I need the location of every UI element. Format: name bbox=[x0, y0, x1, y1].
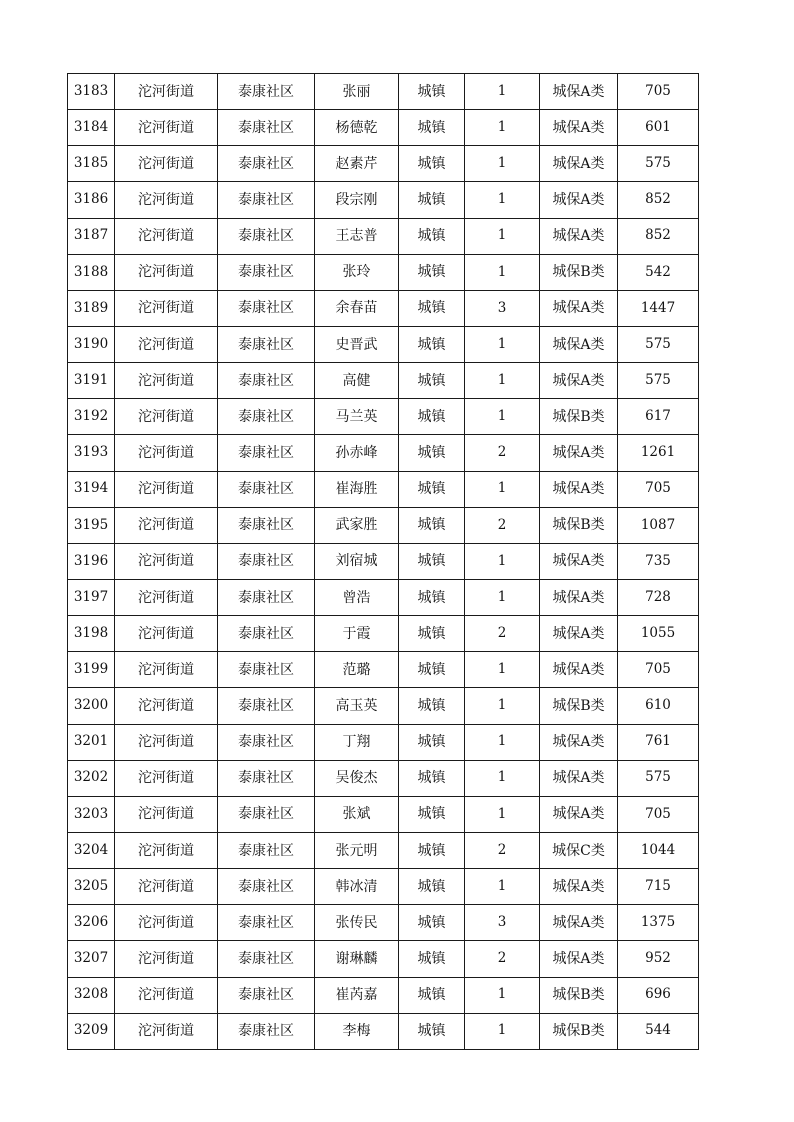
area-type-cell: 城镇 bbox=[399, 579, 465, 615]
amount-cell: 735 bbox=[618, 543, 699, 579]
insurance-category-cell: 城保A类 bbox=[540, 146, 618, 182]
table-row bbox=[68, 1013, 699, 1049]
street-cell: 沱河街道 bbox=[115, 796, 218, 832]
name-cell: 谢琳麟 bbox=[315, 941, 399, 977]
table-row bbox=[68, 218, 699, 254]
amount-cell: 705 bbox=[618, 652, 699, 688]
table-row bbox=[68, 290, 699, 326]
area-type-cell: 城镇 bbox=[399, 977, 465, 1013]
table-row bbox=[68, 941, 699, 977]
area-type-cell: 城镇 bbox=[399, 290, 465, 326]
street-cell: 沱河街道 bbox=[115, 724, 218, 760]
street-cell: 沱河街道 bbox=[115, 435, 218, 471]
insurance-category-cell: 城保A类 bbox=[540, 796, 618, 832]
area-type-cell: 城镇 bbox=[399, 435, 465, 471]
household-count-cell: 1 bbox=[465, 688, 540, 724]
household-count-cell: 1 bbox=[465, 977, 540, 1013]
insurance-category-cell: 城保B类 bbox=[540, 507, 618, 543]
community-cell: 泰康社区 bbox=[218, 760, 315, 796]
table-row bbox=[68, 146, 699, 182]
table-row bbox=[68, 832, 699, 868]
insurance-category-cell: 城保A类 bbox=[540, 652, 618, 688]
name-cell: 丁翔 bbox=[315, 724, 399, 760]
row-number-cell: 3198 bbox=[68, 616, 115, 652]
street-cell: 沱河街道 bbox=[115, 326, 218, 362]
street-cell: 沱河街道 bbox=[115, 110, 218, 146]
insurance-category-cell: 城保B类 bbox=[540, 399, 618, 435]
table-row bbox=[68, 869, 699, 905]
amount-cell: 601 bbox=[618, 110, 699, 146]
area-type-cell: 城镇 bbox=[399, 471, 465, 507]
insurance-category-cell: 城保A类 bbox=[540, 543, 618, 579]
name-cell: 李梅 bbox=[315, 1013, 399, 1049]
row-number-cell: 3194 bbox=[68, 471, 115, 507]
amount-cell: 544 bbox=[618, 1013, 699, 1049]
area-type-cell: 城镇 bbox=[399, 543, 465, 579]
name-cell: 曾浩 bbox=[315, 579, 399, 615]
name-cell: 孙赤峰 bbox=[315, 435, 399, 471]
household-count-cell: 2 bbox=[465, 507, 540, 543]
household-count-cell: 1 bbox=[465, 652, 540, 688]
street-cell: 沱河街道 bbox=[115, 146, 218, 182]
household-count-cell: 1 bbox=[465, 869, 540, 905]
row-number-cell: 3208 bbox=[68, 977, 115, 1013]
community-cell: 泰康社区 bbox=[218, 471, 315, 507]
amount-cell: 952 bbox=[618, 941, 699, 977]
name-cell: 刘宿城 bbox=[315, 543, 399, 579]
amount-cell: 1447 bbox=[618, 290, 699, 326]
household-count-cell: 1 bbox=[465, 579, 540, 615]
amount-cell: 1055 bbox=[618, 616, 699, 652]
street-cell: 沱河街道 bbox=[115, 941, 218, 977]
table-row bbox=[68, 363, 699, 399]
community-cell: 泰康社区 bbox=[218, 616, 315, 652]
area-type-cell: 城镇 bbox=[399, 941, 465, 977]
data-table bbox=[67, 73, 699, 1050]
name-cell: 段宗刚 bbox=[315, 182, 399, 218]
street-cell: 沱河街道 bbox=[115, 905, 218, 941]
row-number-cell: 3184 bbox=[68, 110, 115, 146]
insurance-category-cell: 城保B类 bbox=[540, 1013, 618, 1049]
area-type-cell: 城镇 bbox=[399, 254, 465, 290]
community-cell: 泰康社区 bbox=[218, 724, 315, 760]
insurance-category-cell: 城保A类 bbox=[540, 724, 618, 760]
household-count-cell: 1 bbox=[465, 182, 540, 218]
insurance-category-cell: 城保A类 bbox=[540, 869, 618, 905]
community-cell: 泰康社区 bbox=[218, 543, 315, 579]
table-row bbox=[68, 74, 699, 110]
community-cell: 泰康社区 bbox=[218, 977, 315, 1013]
row-number-cell: 3190 bbox=[68, 326, 115, 362]
street-cell: 沱河街道 bbox=[115, 616, 218, 652]
household-count-cell: 1 bbox=[465, 1013, 540, 1049]
area-type-cell: 城镇 bbox=[399, 869, 465, 905]
household-count-cell: 1 bbox=[465, 254, 540, 290]
table-row bbox=[68, 688, 699, 724]
name-cell: 吴俊杰 bbox=[315, 760, 399, 796]
amount-cell: 1087 bbox=[618, 507, 699, 543]
household-count-cell: 1 bbox=[465, 74, 540, 110]
amount-cell: 617 bbox=[618, 399, 699, 435]
street-cell: 沱河街道 bbox=[115, 182, 218, 218]
street-cell: 沱河街道 bbox=[115, 688, 218, 724]
community-cell: 泰康社区 bbox=[218, 254, 315, 290]
street-cell: 沱河街道 bbox=[115, 543, 218, 579]
name-cell: 高玉英 bbox=[315, 688, 399, 724]
amount-cell: 575 bbox=[618, 363, 699, 399]
household-count-cell: 1 bbox=[465, 471, 540, 507]
amount-cell: 575 bbox=[618, 146, 699, 182]
street-cell: 沱河街道 bbox=[115, 254, 218, 290]
table-row bbox=[68, 110, 699, 146]
community-cell: 泰康社区 bbox=[218, 832, 315, 868]
row-number-cell: 3209 bbox=[68, 1013, 115, 1049]
household-count-cell: 3 bbox=[465, 290, 540, 326]
name-cell: 高健 bbox=[315, 363, 399, 399]
household-count-cell: 3 bbox=[465, 905, 540, 941]
community-cell: 泰康社区 bbox=[218, 869, 315, 905]
household-count-cell: 1 bbox=[465, 363, 540, 399]
row-number-cell: 3186 bbox=[68, 182, 115, 218]
row-number-cell: 3200 bbox=[68, 688, 115, 724]
household-count-cell: 1 bbox=[465, 146, 540, 182]
name-cell: 范璐 bbox=[315, 652, 399, 688]
insurance-category-cell: 城保B类 bbox=[540, 688, 618, 724]
table-body bbox=[68, 74, 699, 1050]
name-cell: 张丽 bbox=[315, 74, 399, 110]
row-number-cell: 3185 bbox=[68, 146, 115, 182]
row-number-cell: 3207 bbox=[68, 941, 115, 977]
street-cell: 沱河街道 bbox=[115, 471, 218, 507]
street-cell: 沱河街道 bbox=[115, 832, 218, 868]
area-type-cell: 城镇 bbox=[399, 616, 465, 652]
household-count-cell: 1 bbox=[465, 724, 540, 760]
table-row bbox=[68, 977, 699, 1013]
table-row bbox=[68, 326, 699, 362]
street-cell: 沱河街道 bbox=[115, 290, 218, 326]
name-cell: 余春苗 bbox=[315, 290, 399, 326]
street-cell: 沱河街道 bbox=[115, 652, 218, 688]
community-cell: 泰康社区 bbox=[218, 796, 315, 832]
street-cell: 沱河街道 bbox=[115, 1013, 218, 1049]
row-number-cell: 3206 bbox=[68, 905, 115, 941]
row-number-cell: 3203 bbox=[68, 796, 115, 832]
community-cell: 泰康社区 bbox=[218, 579, 315, 615]
area-type-cell: 城镇 bbox=[399, 905, 465, 941]
household-count-cell: 1 bbox=[465, 326, 540, 362]
community-cell: 泰康社区 bbox=[218, 688, 315, 724]
amount-cell: 610 bbox=[618, 688, 699, 724]
amount-cell: 761 bbox=[618, 724, 699, 760]
row-number-cell: 3193 bbox=[68, 435, 115, 471]
table-row bbox=[68, 796, 699, 832]
insurance-category-cell: 城保A类 bbox=[540, 760, 618, 796]
insurance-category-cell: 城保A类 bbox=[540, 616, 618, 652]
community-cell: 泰康社区 bbox=[218, 435, 315, 471]
row-number-cell: 3188 bbox=[68, 254, 115, 290]
street-cell: 沱河街道 bbox=[115, 74, 218, 110]
amount-cell: 715 bbox=[618, 869, 699, 905]
community-cell: 泰康社区 bbox=[218, 326, 315, 362]
insurance-category-cell: 城保A类 bbox=[540, 74, 618, 110]
community-cell: 泰康社区 bbox=[218, 146, 315, 182]
household-count-cell: 2 bbox=[465, 616, 540, 652]
street-cell: 沱河街道 bbox=[115, 579, 218, 615]
community-cell: 泰康社区 bbox=[218, 74, 315, 110]
row-number-cell: 3189 bbox=[68, 290, 115, 326]
community-cell: 泰康社区 bbox=[218, 363, 315, 399]
household-count-cell: 1 bbox=[465, 796, 540, 832]
row-number-cell: 3204 bbox=[68, 832, 115, 868]
area-type-cell: 城镇 bbox=[399, 1013, 465, 1049]
amount-cell: 575 bbox=[618, 326, 699, 362]
area-type-cell: 城镇 bbox=[399, 652, 465, 688]
area-type-cell: 城镇 bbox=[399, 832, 465, 868]
table-row bbox=[68, 399, 699, 435]
table-row bbox=[68, 616, 699, 652]
street-cell: 沱河街道 bbox=[115, 869, 218, 905]
name-cell: 张传民 bbox=[315, 905, 399, 941]
table-row bbox=[68, 435, 699, 471]
amount-cell: 696 bbox=[618, 977, 699, 1013]
area-type-cell: 城镇 bbox=[399, 182, 465, 218]
row-number-cell: 3195 bbox=[68, 507, 115, 543]
insurance-category-cell: 城保A类 bbox=[540, 363, 618, 399]
table-row bbox=[68, 579, 699, 615]
area-type-cell: 城镇 bbox=[399, 363, 465, 399]
street-cell: 沱河街道 bbox=[115, 977, 218, 1013]
row-number-cell: 3202 bbox=[68, 760, 115, 796]
street-cell: 沱河街道 bbox=[115, 363, 218, 399]
household-count-cell: 1 bbox=[465, 399, 540, 435]
household-count-cell: 2 bbox=[465, 941, 540, 977]
area-type-cell: 城镇 bbox=[399, 507, 465, 543]
name-cell: 杨德乾 bbox=[315, 110, 399, 146]
name-cell: 张元明 bbox=[315, 832, 399, 868]
amount-cell: 1375 bbox=[618, 905, 699, 941]
area-type-cell: 城镇 bbox=[399, 399, 465, 435]
insurance-category-cell: 城保A类 bbox=[540, 471, 618, 507]
row-number-cell: 3197 bbox=[68, 579, 115, 615]
community-cell: 泰康社区 bbox=[218, 1013, 315, 1049]
community-cell: 泰康社区 bbox=[218, 218, 315, 254]
household-count-cell: 2 bbox=[465, 832, 540, 868]
name-cell: 赵素芹 bbox=[315, 146, 399, 182]
street-cell: 沱河街道 bbox=[115, 399, 218, 435]
household-count-cell: 2 bbox=[465, 435, 540, 471]
insurance-category-cell: 城保A类 bbox=[540, 182, 618, 218]
area-type-cell: 城镇 bbox=[399, 724, 465, 760]
street-cell: 沱河街道 bbox=[115, 218, 218, 254]
community-cell: 泰康社区 bbox=[218, 905, 315, 941]
area-type-cell: 城镇 bbox=[399, 760, 465, 796]
table-row bbox=[68, 254, 699, 290]
table-row bbox=[68, 905, 699, 941]
name-cell: 马兰英 bbox=[315, 399, 399, 435]
area-type-cell: 城镇 bbox=[399, 796, 465, 832]
name-cell: 韩冰清 bbox=[315, 869, 399, 905]
name-cell: 史晋武 bbox=[315, 326, 399, 362]
name-cell: 崔海胜 bbox=[315, 471, 399, 507]
amount-cell: 852 bbox=[618, 182, 699, 218]
name-cell: 于霞 bbox=[315, 616, 399, 652]
community-cell: 泰康社区 bbox=[218, 941, 315, 977]
row-number-cell: 3199 bbox=[68, 652, 115, 688]
insurance-category-cell: 城保A类 bbox=[540, 326, 618, 362]
household-count-cell: 1 bbox=[465, 218, 540, 254]
table-row bbox=[68, 471, 699, 507]
insurance-category-cell: 城保A类 bbox=[540, 110, 618, 146]
name-cell: 崔芮嘉 bbox=[315, 977, 399, 1013]
household-count-cell: 1 bbox=[465, 110, 540, 146]
insurance-category-cell: 城保B类 bbox=[540, 254, 618, 290]
insurance-category-cell: 城保A类 bbox=[540, 941, 618, 977]
community-cell: 泰康社区 bbox=[218, 399, 315, 435]
name-cell: 武家胜 bbox=[315, 507, 399, 543]
area-type-cell: 城镇 bbox=[399, 110, 465, 146]
amount-cell: 1044 bbox=[618, 832, 699, 868]
name-cell: 张玲 bbox=[315, 254, 399, 290]
name-cell: 王志普 bbox=[315, 218, 399, 254]
household-count-cell: 1 bbox=[465, 543, 540, 579]
table-row bbox=[68, 543, 699, 579]
community-cell: 泰康社区 bbox=[218, 507, 315, 543]
table-row bbox=[68, 652, 699, 688]
insurance-category-cell: 城保A类 bbox=[540, 290, 618, 326]
area-type-cell: 城镇 bbox=[399, 146, 465, 182]
community-cell: 泰康社区 bbox=[218, 652, 315, 688]
insurance-category-cell: 城保A类 bbox=[540, 579, 618, 615]
insurance-category-cell: 城保B类 bbox=[540, 977, 618, 1013]
insurance-category-cell: 城保A类 bbox=[540, 218, 618, 254]
table-row bbox=[68, 760, 699, 796]
amount-cell: 852 bbox=[618, 218, 699, 254]
row-number-cell: 3183 bbox=[68, 74, 115, 110]
row-number-cell: 3205 bbox=[68, 869, 115, 905]
amount-cell: 705 bbox=[618, 471, 699, 507]
community-cell: 泰康社区 bbox=[218, 182, 315, 218]
row-number-cell: 3201 bbox=[68, 724, 115, 760]
street-cell: 沱河街道 bbox=[115, 507, 218, 543]
amount-cell: 705 bbox=[618, 796, 699, 832]
insurance-category-cell: 城保A类 bbox=[540, 905, 618, 941]
area-type-cell: 城镇 bbox=[399, 688, 465, 724]
insurance-category-cell: 城保A类 bbox=[540, 435, 618, 471]
area-type-cell: 城镇 bbox=[399, 326, 465, 362]
table-row bbox=[68, 182, 699, 218]
amount-cell: 575 bbox=[618, 760, 699, 796]
row-number-cell: 3191 bbox=[68, 363, 115, 399]
amount-cell: 1261 bbox=[618, 435, 699, 471]
household-count-cell: 1 bbox=[465, 760, 540, 796]
row-number-cell: 3192 bbox=[68, 399, 115, 435]
area-type-cell: 城镇 bbox=[399, 74, 465, 110]
amount-cell: 705 bbox=[618, 74, 699, 110]
street-cell: 沱河街道 bbox=[115, 760, 218, 796]
amount-cell: 542 bbox=[618, 254, 699, 290]
row-number-cell: 3187 bbox=[68, 218, 115, 254]
amount-cell: 728 bbox=[618, 579, 699, 615]
name-cell: 张斌 bbox=[315, 796, 399, 832]
insurance-category-cell: 城保C类 bbox=[540, 832, 618, 868]
area-type-cell: 城镇 bbox=[399, 218, 465, 254]
community-cell: 泰康社区 bbox=[218, 290, 315, 326]
community-cell: 泰康社区 bbox=[218, 110, 315, 146]
table-row bbox=[68, 724, 699, 760]
table-row bbox=[68, 507, 699, 543]
row-number-cell: 3196 bbox=[68, 543, 115, 579]
